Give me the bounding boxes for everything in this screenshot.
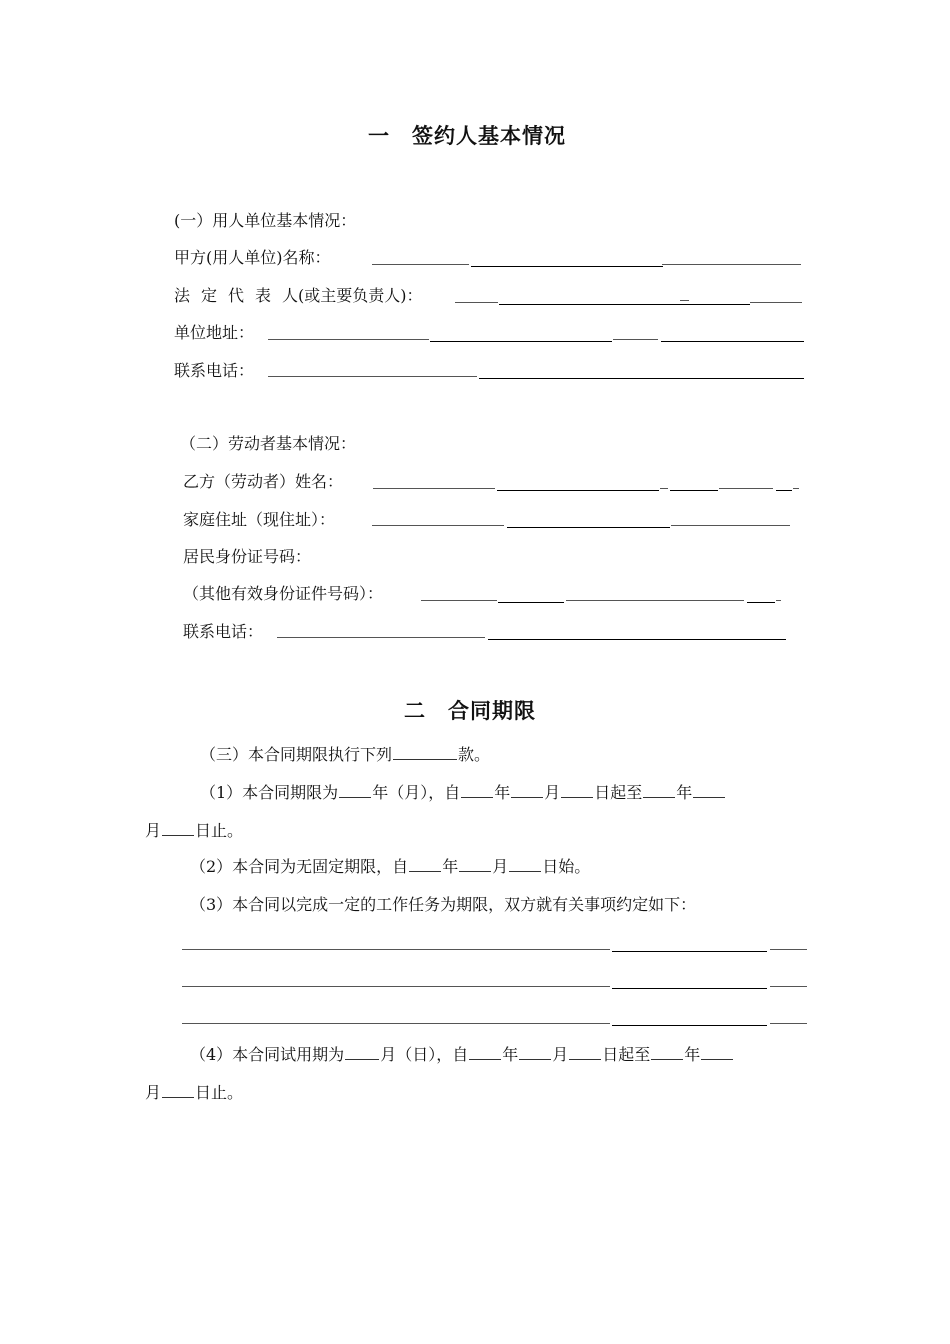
probation-end-day-blank[interactable] xyxy=(162,1083,194,1098)
open-start-year-blank[interactable] xyxy=(409,857,441,872)
worker-name-label: 乙方（劳动者）姓名： xyxy=(183,472,344,491)
worker-other-id-label: （其他有效身份证件号码）： xyxy=(183,584,384,603)
employer-phone-label: 联系电话： xyxy=(174,361,255,380)
end-day-blank[interactable] xyxy=(162,821,194,836)
clause-3-4-cont: 月 日止。 xyxy=(145,1083,244,1102)
probation-end-year-blank[interactable] xyxy=(651,1045,683,1060)
clause-3: （三）本合同期限执行下列 款。 xyxy=(200,745,491,764)
probation-start-day-blank[interactable] xyxy=(569,1045,601,1060)
probation-length-blank[interactable] xyxy=(345,1045,379,1060)
legal-rep-label: 法定代表人(或主要负责人)： xyxy=(174,286,423,305)
worker-address-label: 家庭住址（现住址）： xyxy=(183,510,336,529)
section-1-title: 一 签约人基本情况 xyxy=(368,124,566,148)
open-start-month-blank[interactable] xyxy=(459,857,491,872)
end-year-blank[interactable] xyxy=(643,783,675,798)
clause-3-4: （4）本合同试用期为 月（日），自 年 月 日起至 年 xyxy=(190,1044,734,1066)
worker-id-label: 居民身份证号码： xyxy=(183,547,312,566)
employer-address-label: 单位地址： xyxy=(174,323,255,342)
open-start-day-blank[interactable] xyxy=(509,857,541,872)
worker-phone-label: 联系电话： xyxy=(183,622,264,641)
clause-3-2: （2）本合同为无固定期限，自 年 月 日始。 xyxy=(190,857,591,876)
probation-start-year-blank[interactable] xyxy=(469,1045,501,1060)
clause-3-1: （1）本合同期限为 年（月），自 年 月 日起至 年 xyxy=(200,782,726,804)
employer-heading: (一）用人单位基本情况： xyxy=(174,211,357,230)
section-2-title: 二 合同期限 xyxy=(404,699,536,723)
clause-3-1-cont: 月 日止。 xyxy=(145,821,244,840)
clause-3-3: （3）本合同以完成一定的工作任务为期限，双方就有关事项约定如下： xyxy=(190,895,697,914)
term-years-blank[interactable] xyxy=(339,783,371,798)
clause-select-blank[interactable] xyxy=(393,745,457,760)
start-year-blank[interactable] xyxy=(461,783,493,798)
employer-name-label: 甲方(用人单位)名称： xyxy=(174,248,331,267)
probation-end-month-blank[interactable] xyxy=(701,1045,733,1060)
probation-start-month-blank[interactable] xyxy=(519,1045,551,1060)
worker-heading: （二）劳动者基本情况： xyxy=(180,434,357,453)
start-day-blank[interactable] xyxy=(561,783,593,798)
start-month-blank[interactable] xyxy=(511,783,543,798)
end-month-blank-a[interactable] xyxy=(693,783,725,798)
